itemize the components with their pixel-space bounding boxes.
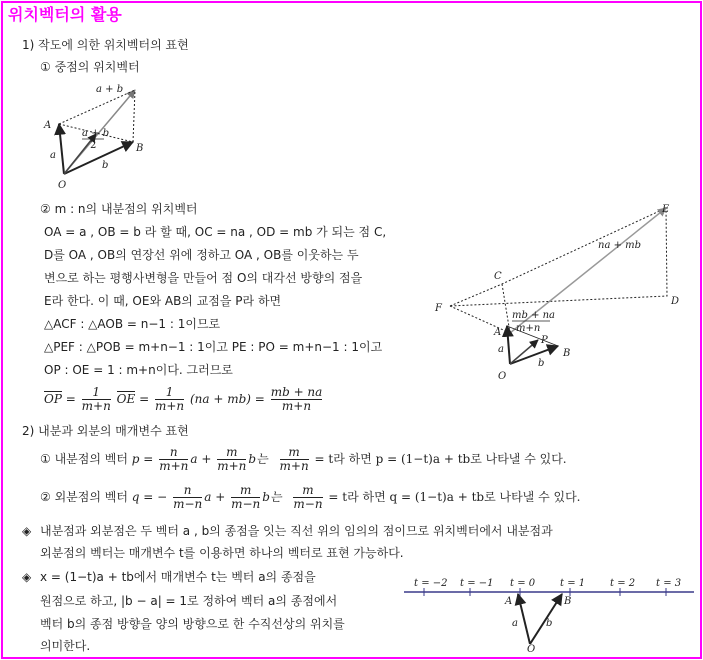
label-A: A	[44, 120, 52, 131]
vector-a-arrow	[518, 594, 530, 644]
label-C: C	[494, 271, 502, 282]
label-a: a	[512, 618, 518, 629]
item1-tail: = t라 하면 p = (1−t)a + tb로 나타낼 수 있다.	[314, 452, 567, 466]
item2-fb-den: m−n	[231, 497, 261, 511]
item2-plus: +	[215, 490, 226, 504]
label-F: F	[435, 303, 442, 314]
formula-eq3: =	[254, 392, 265, 406]
vector-b-arrow	[510, 346, 558, 364]
section1-sub2: ② m : n의 내분점의 위치벡터	[40, 202, 198, 216]
note2-line3: 벡터 b의 종점 방향을 양의 방향으로 한 수직선상의 위치를	[40, 617, 345, 631]
vector-b-arrow	[64, 142, 133, 174]
formula-f2-num: 1	[165, 385, 174, 399]
item1-a: a	[190, 452, 198, 466]
item2-b: b는	[262, 490, 282, 504]
note1-line1: 내분점과 외분점은 두 벡터 a , b의 종점을 잇는 직선 위의 임의의 점이므로 위치벡터에서 내분점과	[40, 524, 553, 538]
formula-oe: OE	[116, 392, 136, 406]
label-O: O	[527, 644, 536, 655]
item1-p: p	[131, 452, 140, 466]
label-A: A	[494, 327, 502, 338]
tick-label: t = 1	[560, 578, 586, 589]
vector-a-arrow	[59, 124, 64, 174]
item1-fa-den: m+n	[159, 459, 189, 473]
label-a: a	[50, 150, 56, 161]
tick-label: t = −2	[414, 578, 448, 589]
item1-fb-den: m+n	[217, 459, 247, 473]
label-B: B	[564, 596, 572, 607]
label-b: b	[102, 160, 109, 171]
item1-lead: ① 내분점의 벡터	[40, 452, 128, 466]
sec1-line-1: OA = a , OB = b 라 할 때, OC = na , OD = mb 가 되는 점 C,	[44, 225, 387, 239]
item2-q: q	[131, 490, 140, 504]
figure-number-line	[400, 574, 700, 654]
note1-line2: 외분점의 벡터는 매개변수 t를 이용하면 하나의 벡터로 표현 가능하다.	[40, 546, 404, 560]
item2-eq: = −	[143, 490, 168, 504]
note2-bullet: ◈	[22, 570, 32, 584]
label-P: P	[541, 335, 548, 346]
label-D: D	[671, 296, 680, 307]
note2-line2: 원점으로 하고, |b − a| = 1로 정하여 벡터 a의 종점에서	[40, 594, 338, 608]
sec1-line-2: D를 OA , OB의 연장선 위에 정하고 OA , OB를 이웃하는 두	[44, 248, 359, 262]
formula-f1-num: 1	[92, 385, 101, 399]
label-sum: a + b	[96, 84, 124, 95]
item2-ft-den: m−n	[293, 497, 323, 511]
sec1-line-4: E라 한다. 이 때, OE와 AB의 교점을 P라 하면	[44, 294, 282, 308]
label-B: B	[563, 348, 571, 359]
label-np-den: m+n	[516, 323, 541, 334]
vector-p-arrow	[510, 340, 538, 364]
sec2-item2	[40, 484, 580, 511]
sec2-item1	[40, 446, 567, 473]
formula-eq1: =	[65, 392, 76, 406]
formula-op-lhs: OP	[44, 392, 62, 406]
label-half-den: 2	[90, 140, 97, 151]
formula-eq2: =	[139, 392, 150, 406]
note2-line1: x = (1−t)a + tb에서 매개변수 t는 벡터 a의 종점을	[40, 570, 316, 584]
label-O: O	[498, 371, 507, 382]
item2-tail: = t라 하면 q = (1−t)a + tb로 나타낼 수 있다.	[328, 490, 581, 504]
label-b: b	[546, 618, 553, 629]
formula-f3-den: m+n	[271, 399, 323, 413]
item2-fb-num: m	[240, 483, 252, 497]
label-b: b	[538, 358, 545, 369]
tick-label: t = 3	[656, 578, 682, 589]
label-np-num: mb + na	[512, 310, 556, 321]
section1-heading: 1) 작도에 의한 위치벡터의 표현	[22, 38, 189, 52]
figure-internal-division	[430, 200, 695, 390]
sec1-line-6: △PEF : △POB = m+n−1 : 1이고 PE : PO = m+n−1 : 1이고	[44, 340, 383, 354]
item2-a: a	[204, 490, 212, 504]
formula-f3-num: mb + na	[270, 385, 323, 399]
item2-fa-den: m−n	[173, 497, 203, 511]
label-O: O	[58, 180, 67, 191]
formula-f2-den: m+n	[154, 399, 185, 413]
item1-ft-num: m	[288, 445, 300, 459]
section1-sub1: ① 중점의 위치벡터	[40, 60, 140, 74]
item1-plus: +	[201, 452, 212, 466]
sec1-line-7: OP : OE = 1 : m+n이다. 그러므로	[44, 363, 233, 377]
formula-op	[44, 386, 324, 413]
formula-paren: (na + mb)	[189, 392, 251, 406]
page-title: 위치벡터의 활용	[8, 5, 122, 24]
item2-ft-num: m	[302, 483, 314, 497]
item1-eq: =	[143, 452, 154, 466]
label-a: a	[498, 344, 504, 355]
label-ne: na + mb	[598, 240, 642, 251]
item1-b: b는	[248, 452, 268, 466]
formula-f1-den: m+n	[81, 399, 111, 413]
item2-lead: ② 외분점의 벡터	[40, 490, 128, 504]
figure-midpoint	[40, 80, 160, 195]
item2-fa-num: n	[183, 483, 192, 497]
tick-label: t = 0	[510, 578, 536, 589]
note2-line4: 의미한다.	[40, 639, 91, 653]
label-A: A	[505, 596, 513, 607]
item1-fa-num: n	[169, 445, 178, 459]
label-E: E	[662, 204, 670, 215]
label-B: B	[136, 143, 144, 154]
section2-heading: 2) 내분과 외분의 매개변수 표현	[22, 424, 189, 438]
item1-ft-den: m+n	[279, 459, 309, 473]
label-half-num: a + b	[82, 128, 110, 139]
note1-bullet: ◈	[22, 524, 32, 538]
sec1-line-3: 변으로 하는 평행사변형을 만들어 점 O의 대각선 방향의 점을	[44, 271, 363, 285]
tick-label: t = 2	[610, 578, 636, 589]
item1-fb-num: m	[226, 445, 238, 459]
tick-label: t = −1	[460, 578, 494, 589]
sec1-line-5: △ACF : △AOB = n−1 : 1이므로	[44, 317, 221, 331]
